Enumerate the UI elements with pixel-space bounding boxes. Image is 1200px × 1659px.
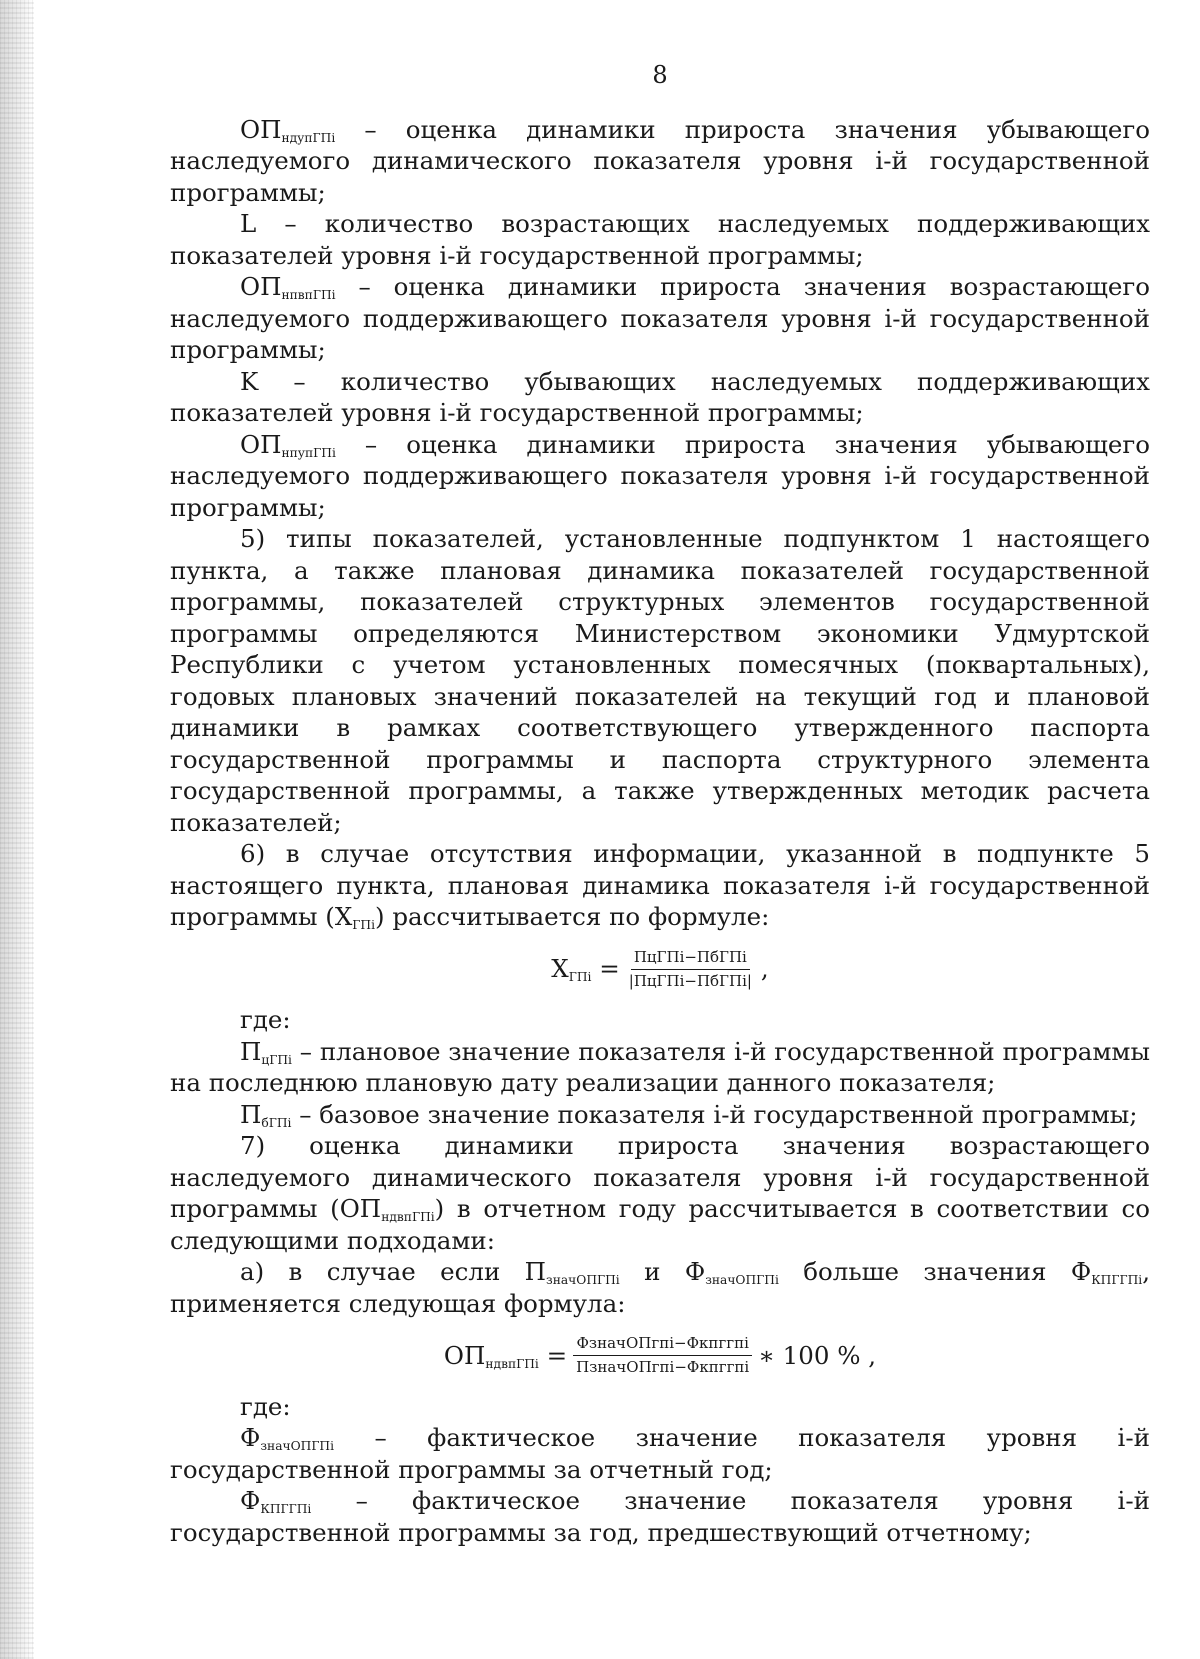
- formula-expression: [551, 949, 768, 991]
- subscript: КПГГПi: [1091, 1272, 1143, 1287]
- subscript: нпвпГПi: [281, 287, 336, 302]
- text-run: ) в отчетном году рассчитывается в соответствии со следующими подходами:: [170, 1194, 1150, 1255]
- text-run: 6) в случае отсутствия информации, указанной в подпункте 5 настоящего пункта, плановая динамика показателя i-й государственной программы (X: [170, 839, 1150, 931]
- text-run: 7) оценка динамики прироста значения возрастающего наследуемого динамического показателя уровня i-й государственной программы (ОП: [170, 1131, 1150, 1223]
- text-run: ОП: [240, 429, 282, 459]
- paragraph: [170, 1130, 1150, 1256]
- fraction-numerator: ПцГПi−ПбГПi: [631, 949, 750, 970]
- formula-expression: [444, 1335, 876, 1377]
- text-run: ОП: [443, 1340, 486, 1370]
- text-run: Ф: [240, 1486, 261, 1515]
- text-run: =: [591, 954, 620, 983]
- text-run: – оценка динамики прироста значения убывающего наследуемого динамического показателя уровня i-й государственной программы;: [170, 114, 1150, 207]
- paragraph: [170, 366, 1150, 429]
- subscript: КПГГПi: [260, 1501, 312, 1516]
- fraction-denominator: |ПцГПi−ПбГПi|: [628, 971, 752, 990]
- paragraph: [170, 208, 1150, 271]
- text-run: , применяется следующая формула:: [170, 1257, 1150, 1318]
- subscript: значОПГПi: [546, 1272, 620, 1287]
- paragraph: [170, 1099, 1150, 1131]
- text-run: ) рассчитывается по формуле:: [375, 902, 770, 931]
- fraction-numerator: ФзначОПгпi−Фкпггпi: [573, 1335, 751, 1356]
- paragraph: [170, 1422, 1150, 1485]
- paragraph: [170, 1256, 1150, 1319]
- subscript: цГПi: [261, 1052, 292, 1067]
- subscript: ндвпГПi: [485, 1356, 539, 1371]
- formula-tail: ∗ 100 % ,: [758, 1340, 877, 1370]
- formula-fraction: [626, 949, 755, 991]
- text-run: – фактическое значение показателя уровня i-й государственной программы за отчетный год;: [170, 1423, 1150, 1484]
- fraction-denominator: ПзначОПгпi−Фкпггпi: [576, 1358, 750, 1377]
- paragraph: [170, 429, 1150, 524]
- paragraph: [170, 1036, 1150, 1099]
- formula-lhs: [551, 954, 620, 984]
- subscript: значОПГПi: [260, 1438, 335, 1453]
- page-number: 8: [652, 61, 668, 89]
- text-run: ОП: [240, 272, 282, 301]
- paragraph: [170, 114, 1150, 209]
- text-run: и Ф: [619, 1257, 706, 1286]
- text-run: L – количество возрастающих наследуемых поддерживающих показателей уровня i-й государственной программы;: [170, 209, 1150, 270]
- formula: [170, 1335, 1150, 1377]
- paragraph: [170, 1485, 1150, 1548]
- text-run: ОП: [240, 114, 282, 144]
- subscript: значОПГПi: [705, 1272, 779, 1287]
- subscript: ГПi: [352, 917, 376, 932]
- paragraph: [170, 271, 1150, 366]
- paragraph: [170, 523, 1150, 838]
- where-label: где:: [240, 1391, 291, 1421]
- formula-lhs: [443, 1340, 568, 1371]
- formula: [170, 949, 1150, 991]
- document-page: [170, 60, 1150, 1548]
- text-run: =: [538, 1340, 568, 1370]
- paragraph: [170, 838, 1150, 933]
- text-run: – плановое значение показателя i-й государственной программы на последнюю плановую дату реализации данного показателя;: [170, 1036, 1150, 1097]
- subscript: ГПi: [568, 969, 592, 984]
- scan-edge-artifact: [0, 0, 34, 1659]
- text-run: а) в случае если П: [240, 1257, 547, 1286]
- text-run: П: [240, 1099, 262, 1129]
- text-run: K – количество убывающих наследуемых поддерживающих показателей уровня i-й государственной программы;: [170, 366, 1150, 427]
- where-label: где:: [240, 1005, 291, 1034]
- text-run: X: [551, 954, 569, 983]
- document-body: [170, 114, 1150, 1549]
- subscript: бГПi: [261, 1115, 292, 1130]
- formula-tail: ,: [760, 954, 769, 983]
- subscript: ндвпГПi: [381, 1209, 435, 1224]
- text-run: 5) типы показателей, установленные подпунктом 1 настоящего пункта, а также плановая динамика показателей государственной программы, показателей структурных элементов государственной программы определяются Министерством экономики Удмуртской Республики с учетом установленных помесячных (поквартальных), годовых плановых значений показателей на текущий год и плановой динамики в рамках соответствующего утвержденного паспорта государственной программы и паспорта структурного элемента государственной программы, а также утвержденных методик расчета показателей;: [170, 524, 1150, 837]
- text-run: П: [240, 1036, 262, 1066]
- text-run: – оценка динамики прироста значения убывающего наследуемого поддерживающего показателя уровня i-й государственной программы;: [170, 429, 1150, 522]
- subscript: ндупГПi: [281, 130, 336, 145]
- text-run: – фактическое значение показателя уровня i-й государственной программы за год, предшествующий отчетному;: [170, 1486, 1150, 1547]
- text-run: больше значения Ф: [778, 1257, 1092, 1286]
- text-run: – базовое значение показателя i-й государственной программы;: [291, 1099, 1138, 1129]
- formula-fraction: [573, 1335, 752, 1377]
- subscript: нпупГПi: [281, 445, 336, 460]
- text-run: – оценка динамики прироста значения возрастающего наследуемого поддерживающего показателя уровня i-й государственной программы;: [170, 272, 1150, 364]
- text-run: Ф: [240, 1423, 261, 1452]
